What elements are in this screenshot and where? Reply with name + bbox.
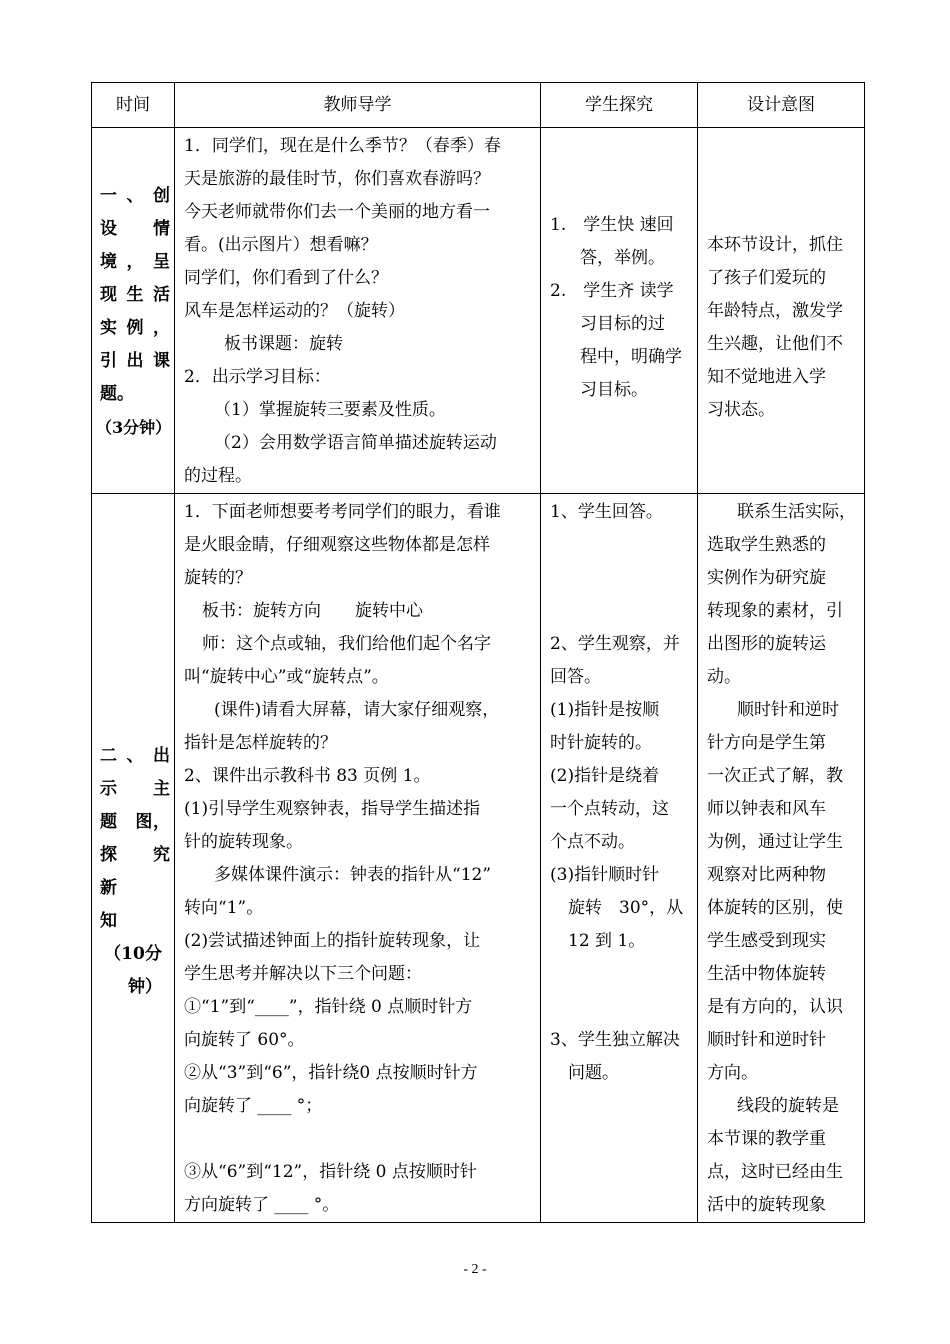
teacher-line: 多媒体课件演示：钟表的指针从“12”: [214, 865, 492, 885]
teacher-line: 向旋转了 ____ °；: [184, 1096, 323, 1116]
teacher-line: 天是旅游的最佳时节，你们喜欢春游吗？: [184, 169, 490, 189]
design-line: 动。: [707, 667, 741, 687]
design-line: 顺时针和逆时: [737, 700, 839, 720]
stage-duration: （10分: [104, 944, 162, 964]
teacher-cell-1: [175, 128, 541, 494]
design-line: 学生感受到现实: [707, 931, 826, 951]
stage-line: 题 图，: [100, 812, 170, 832]
design-line: 线段的旋转是: [737, 1096, 839, 1116]
student-line: (1)指针是按顺: [550, 700, 660, 720]
stage-line: 探 究 新: [100, 845, 170, 898]
student-line: 时针旋转的。: [550, 733, 652, 753]
teacher-line: ①“1”到“____”，指针绕 0 点顺时针方: [184, 997, 473, 1017]
design-line: 方向。: [707, 1063, 758, 1083]
student-line: 3、学生独立解决: [550, 1030, 680, 1050]
student-line: 旋转 30°，从: [568, 898, 684, 918]
student-line: 12 到 1。: [568, 931, 646, 951]
design-line: 顺时针和逆时针: [707, 1030, 826, 1050]
blank-line: [550, 595, 693, 628]
design-line: 转现象的素材，引: [707, 601, 843, 621]
design-line: 点，这时已经由生: [707, 1162, 843, 1182]
teacher-line: 2．出示学习目标：: [184, 367, 331, 387]
blank-line: [550, 562, 693, 595]
stage-line: 二、出: [100, 746, 170, 766]
student-line: 答，举例。: [580, 248, 665, 268]
design-line: 一次正式了解，教: [707, 766, 843, 786]
design-line: 师以钟表和风车: [707, 799, 826, 819]
teacher-line: 今天老师就带你们去一个美丽的地方看一: [184, 202, 490, 222]
section-row-2: [92, 494, 865, 1223]
teacher-line: 同学们，你们看到了什么？: [184, 268, 388, 288]
teacher-line: 风车是怎样运动的？（旋转）: [184, 301, 405, 321]
student-line: 1、学生回答。: [550, 502, 663, 522]
design-line: 观察对比两种物: [707, 865, 826, 885]
teacher-line: 转向“1”。: [184, 898, 264, 918]
student-line: (2)指针是绕着: [550, 766, 660, 786]
stage-line: 引出课: [100, 351, 170, 371]
teacher-line: 板书课题：旋转: [224, 334, 343, 354]
teacher-line: 师：这个点或轴，我们给他们起个名字: [202, 634, 491, 654]
design-line: 针方向是学生第: [707, 733, 826, 753]
lesson-plan-table: [91, 82, 865, 1223]
section-row-1: [92, 128, 865, 494]
student-line: 问题。: [568, 1063, 619, 1083]
student-line: 1. 学生快 速回: [550, 215, 674, 235]
header-teacher: 教师导学: [175, 83, 541, 128]
blank-line: [550, 958, 693, 991]
stage-line: 境，呈: [100, 252, 170, 272]
teacher-line: 旋转的？: [184, 568, 252, 588]
teacher-line: 方向旋转了 ____ °。: [184, 1195, 340, 1215]
teacher-line: （1）掌握旋转三要素及性质。: [214, 400, 446, 420]
design-line: 生活中物体旋转: [707, 964, 826, 984]
teacher-cell-2: [175, 494, 541, 1223]
stage-line: 题。: [100, 384, 134, 404]
stage-line: 实例，: [100, 318, 170, 338]
design-cell-1: [698, 128, 865, 494]
student-cell-1: [541, 128, 698, 494]
design-line: 体旋转的区别，使: [707, 898, 843, 918]
teacher-line: 板书：旋转方向 旋转中心: [202, 601, 423, 621]
page-number: - 2 -: [463, 1262, 487, 1277]
teacher-line: ②从“3”到“6”，指针绕0 点按顺时针方: [184, 1063, 478, 1083]
student-line: 回答。: [550, 667, 601, 687]
teacher-line: 1．同学们，现在是什么季节？（春季）春: [184, 136, 501, 156]
header-row: [92, 83, 865, 128]
teacher-line: 学生思考并解决以下三个问题：: [184, 964, 422, 984]
student-line: 2. 学生齐 读学: [550, 281, 674, 301]
design-line: 生兴趣，让他们不: [707, 334, 843, 354]
stage-duration: 钟）: [128, 977, 162, 997]
blank-line: [184, 1123, 536, 1156]
design-line: 本节课的教学重: [707, 1129, 826, 1149]
design-line: 选取学生熟悉的: [707, 535, 826, 555]
header-design: 设计意图: [698, 83, 865, 128]
stage-line: 知: [100, 911, 117, 931]
blank-line: [550, 991, 693, 1024]
teacher-line: (2)尝试描述钟面上的指针旋转现象，让: [184, 931, 481, 951]
stage-line: 现生活: [100, 285, 170, 305]
stage-cell-1: [92, 128, 175, 494]
student-line: 程中，明确学: [580, 347, 682, 367]
design-line: 为例，通过让学生: [707, 832, 843, 852]
teacher-line: (课件)请看大屏幕，请大家仔细观察，: [214, 700, 500, 720]
design-line: 活中的旋转现象: [707, 1195, 826, 1215]
design-line: 出图形的旋转运: [707, 634, 826, 654]
design-line: 年龄特点，激发学: [707, 301, 843, 321]
teacher-line: 向旋转了 60°。: [184, 1030, 305, 1050]
student-line: 2、学生观察，并: [550, 634, 680, 654]
student-line: 习目标。: [580, 380, 648, 400]
stage-line: 设 情: [100, 219, 170, 239]
student-cell-2: [541, 494, 698, 1223]
teacher-line: (1)引导学生观察钟表，指导学生描述指: [184, 799, 481, 819]
teacher-line: 2、课件出示教科书 83 页例 1。: [184, 766, 431, 786]
student-line: 一个点转动，这: [550, 799, 669, 819]
teacher-line: （2）会用数学语言简单描述旋转运动: [214, 433, 497, 453]
design-line: 实例作为研究旋: [707, 568, 826, 588]
teacher-line: 看。(出示图片）想看嘛？: [184, 235, 378, 255]
design-line: 习状态。: [707, 400, 775, 420]
teacher-line: ③从“6”到“12”，指针绕 0 点按顺时针: [184, 1162, 477, 1182]
teacher-line: 的过程。: [184, 466, 252, 486]
teacher-line: 1．下面老师想要考考同学们的眼力，看谁: [184, 502, 501, 522]
stage-duration: （3分钟）: [96, 418, 172, 437]
teacher-line: 叫“旋转中心”或“旋转点”。: [184, 667, 389, 687]
teacher-line: 指针是怎样旋转的？: [184, 733, 337, 753]
header-student: 学生探究: [541, 83, 698, 128]
design-line: 知不觉地进入学: [707, 367, 826, 387]
student-line: 个点不动。: [550, 832, 635, 852]
design-line: 是有方向的，认识: [707, 997, 843, 1017]
design-line: 联系生活实际，: [737, 502, 856, 522]
design-cell-2: [698, 494, 865, 1223]
design-line: 了孩子们爱玩的: [707, 268, 826, 288]
stage-cell-2: [92, 494, 175, 1223]
teacher-line: 是火眼金睛，仔细观察这些物体都是怎样: [184, 535, 490, 555]
design-line: 本环节设计，抓住: [707, 235, 843, 255]
header-time: 时间: [92, 83, 175, 128]
student-line: 习目标的过: [580, 314, 665, 334]
stage-line: 示 主: [100, 779, 170, 799]
student-line: (3)指针顺时针: [550, 865, 660, 885]
stage-line: 一、创: [100, 186, 170, 206]
blank-line: [550, 529, 693, 562]
teacher-line: 针的旋转现象。: [184, 832, 303, 852]
